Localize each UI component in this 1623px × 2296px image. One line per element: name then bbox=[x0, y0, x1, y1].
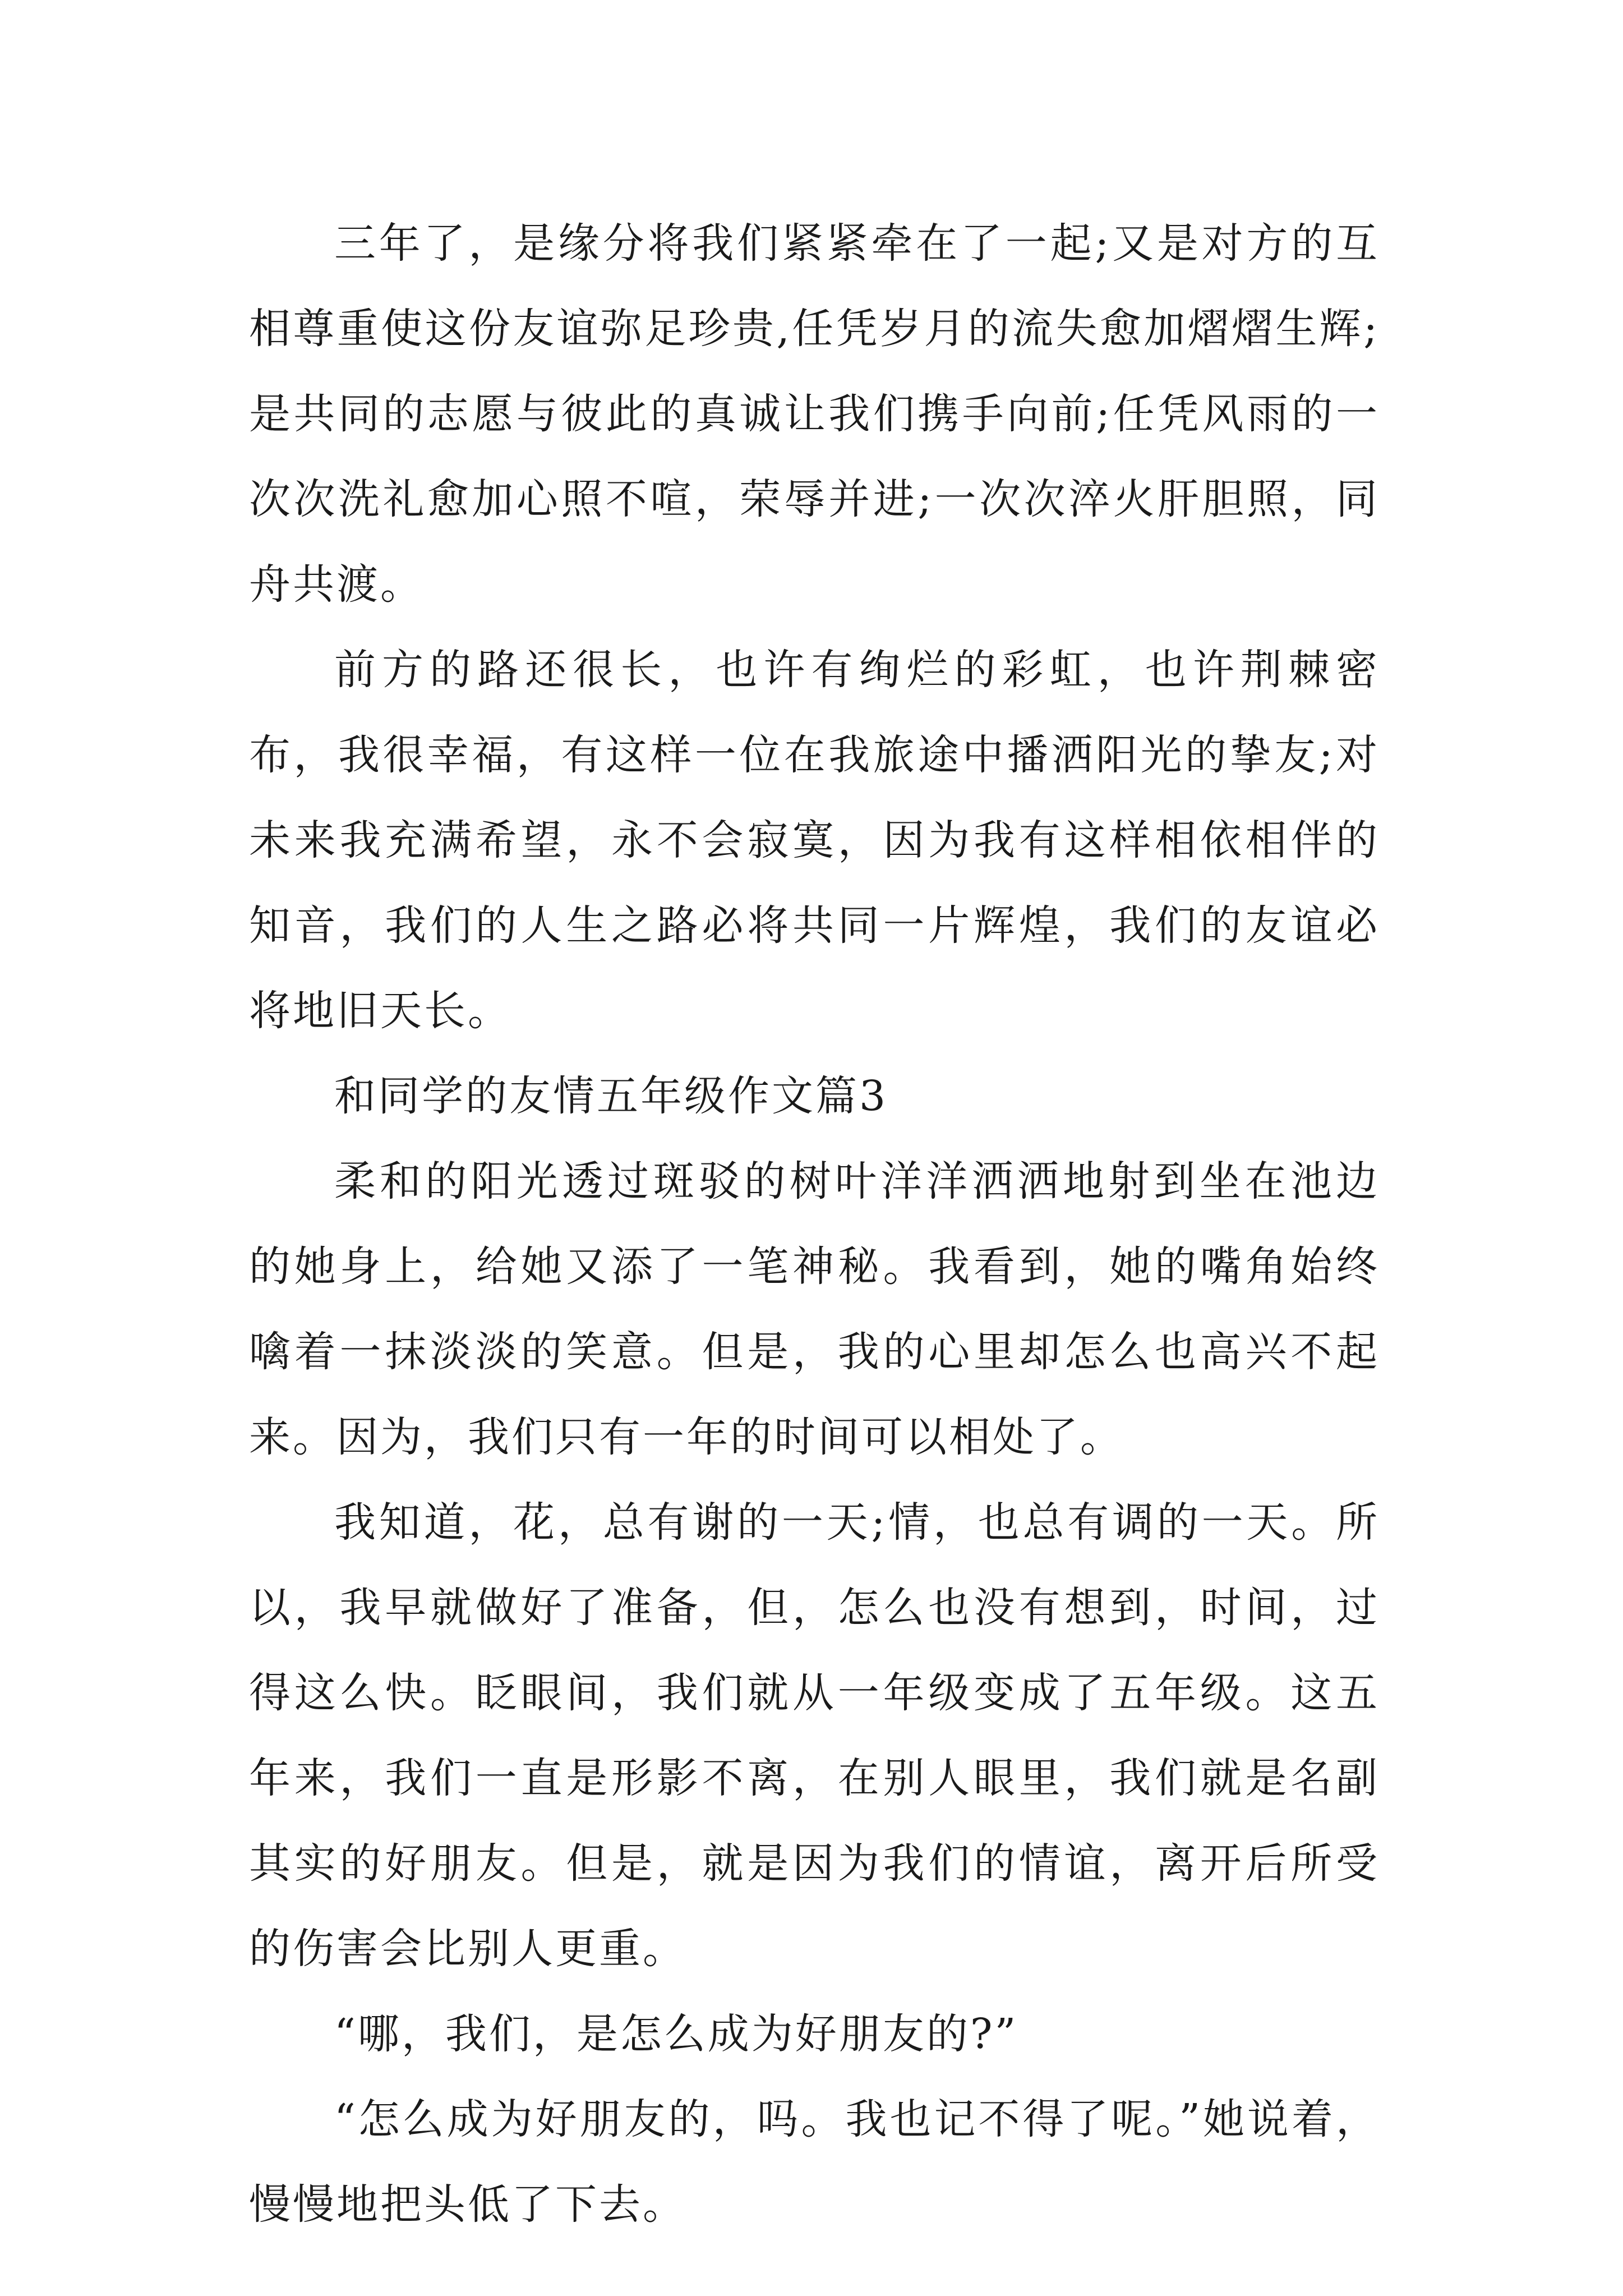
paragraph-question: “哪，我们，是怎么成为好朋友的?” bbox=[334, 2010, 1018, 2058]
paragraph-sunlight: 柔和的阳光透过斑驳的树叶洋洋洒洒地射到坐在池边的她身上，给她又添了一笔神秘。我看到，她的嘴角始终噙着一抹淡淡的笑意。但是，我的心里却怎么也高兴不起来。因为，我们只有一年的时间可以相处了。 bbox=[249, 1157, 1380, 1461]
section-heading: 和同学的友情五年级作文篇3 bbox=[334, 1072, 888, 1120]
paragraph-friendship-three-years: 三年了，是缘分将我们紧紧牵在了一起;又是对方的互相尊重使这份友谊弥足珍贵,任凭岁月的流失愈加熠熠生辉;是共同的志愿与彼此的真诚让我们携手向前;任凭风雨的一次次洗礼愈加心照不喧，荣辱并进;一次次淬火肝胆照，同舟共渡。 bbox=[249, 219, 1380, 609]
paragraph-answer: “怎么成为好朋友的，吗。我也记不得了呢。”她说着，慢慢地把头低了下去。 bbox=[249, 2095, 1380, 2229]
paragraph-road-ahead: 前方的路还很长，也许有绚烂的彩虹，也许荆棘密布，我很幸福，有这样一位在我旅途中播洒阳光的挚友;对未来我充满希望，永不会寂寞，因为我有这样相依相伴的知音，我们的人生之路必将共同一片辉煌，我们的友谊必将地旧天长。 bbox=[249, 646, 1380, 1035]
document-body bbox=[249, 201, 1380, 2247]
paragraph-i-know: 我知道，花，总有谢的一天;情，也总有调的一天。所以，我早就做好了准备，但，怎么也没有想到，时间，过得这么快。眨眼间，我们就从一年级变成了五年级。这五年来，我们一直是形影不离，在别人眼里，我们就是名副其实的好朋友。但是，就是因为我们的情谊，离开后所受的伤害会比别人更重。 bbox=[249, 1498, 1380, 1973]
